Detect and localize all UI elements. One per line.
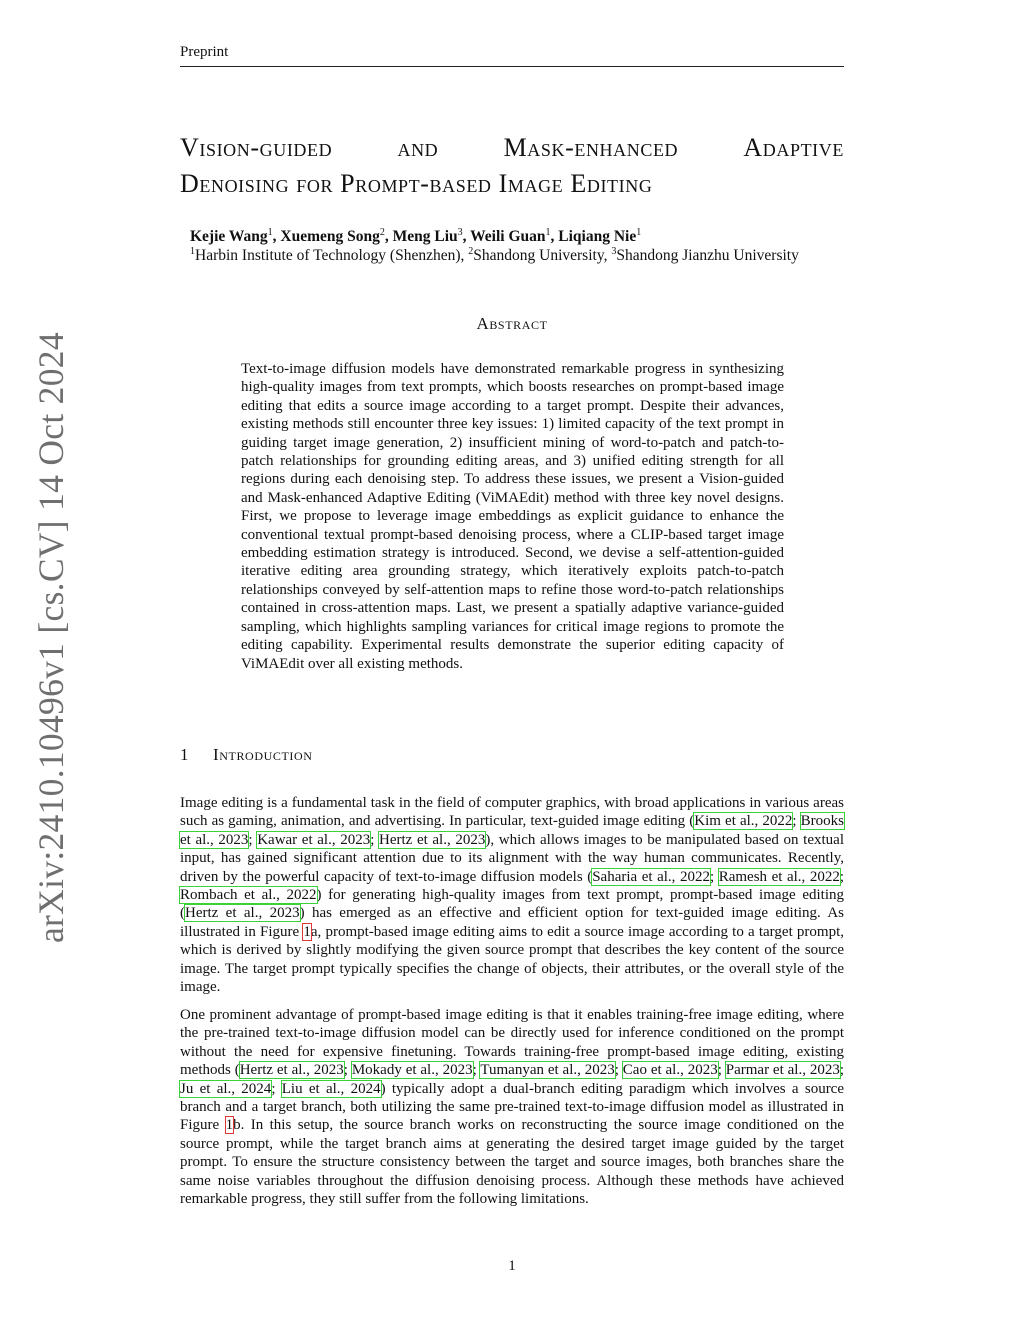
citation-link[interactable]: Ramesh et al., 2022 <box>718 868 840 885</box>
paragraph-text: One prominent advantage of prompt-based image editing is that it enables training-free image editing, where the pre-trained text-to-image diffusion model can be directly used for inference conditioned on the prompt without the need for expensive finetuning. Towards training-free prompt-based image editing, existing methods ( <box>180 1007 844 1079</box>
citation-link[interactable]: Saharia et al., 2022 <box>592 868 710 885</box>
affiliation-mark: 3 <box>611 246 617 257</box>
paragraph-text: Image editing is a fundamental task in the field of computer graphics, with broad applications in various areas such as gaming, animation, and advertising. In particular, text-guided image editing ( <box>180 795 844 830</box>
introduction-paragraph-2 <box>180 1006 844 1208</box>
citation-link[interactable]: Mokady et al., 2023 <box>351 1062 473 1079</box>
citation-link[interactable]: Liu et al., 2024 <box>281 1080 381 1097</box>
citation-separator: ; <box>271 1080 282 1097</box>
paragraph-text: ) for generating high-quality images from text prompt, prompt-based image editing ( <box>180 887 844 922</box>
citation-link[interactable]: Tumanyan et al., 2023 <box>480 1062 615 1079</box>
citation-separator: ; <box>614 1062 623 1079</box>
affiliation-name: Shandong Jianzhu University <box>616 247 799 265</box>
citation-separator: ; <box>839 868 844 885</box>
title-word: and <box>397 133 439 162</box>
citation-link[interactable]: Kim et al., 2022 <box>694 813 793 830</box>
section-heading-introduction <box>180 745 313 765</box>
header-rule <box>180 66 844 67</box>
title-word: Vision-guided <box>180 133 333 162</box>
author-name: Kejie Wang <box>190 228 268 246</box>
citation-link[interactable]: Parmar et al., 2023 <box>725 1062 840 1079</box>
affiliation-mark: 1 <box>190 246 195 257</box>
figure-reference-link[interactable]: 1 <box>225 1117 234 1134</box>
figure-reference-link[interactable]: 1 <box>303 923 311 940</box>
page-number: 1 <box>508 1258 516 1274</box>
affiliation-name: Shandong University <box>473 247 604 265</box>
citation-link[interactable]: Ju et al., 2024 <box>180 1080 272 1097</box>
author-affiliation-mark: 1 <box>545 227 551 238</box>
introduction-paragraph-1 <box>180 794 844 996</box>
citation-separator: ; <box>717 1062 726 1079</box>
running-header: Preprint <box>180 44 229 60</box>
title-word: Adaptive <box>743 133 844 162</box>
author-name: Liqiang Nie <box>558 228 637 246</box>
paragraph-text: b. In this setup, the source branch works on reconstructing the source image conditioned on the source prompt, while the target branch aims at generating the desired target image guided by the target prompt. To ensure the structure consistency between the target and source images, both branches share the same noise variables throughout the diffusion denoising process. Although these methods have achieved remarkable progress, they still suffer from the following limitations. <box>180 1117 844 1208</box>
citation-separator: ; <box>709 868 719 885</box>
author-affiliation-mark: 1 <box>636 227 642 238</box>
citation-link[interactable]: Hertz et al., 2023 <box>185 905 300 922</box>
citation-separator: ; <box>792 813 801 830</box>
affiliation-mark: 2 <box>468 246 474 257</box>
author-name: Meng Liu <box>392 228 458 246</box>
citation-separator: ; <box>472 1062 481 1079</box>
paragraph-text: ), which allows images to be manipulated based on textual input, has gained significant attention due to its alignment with the way human communicates. Recently, driven by the powerful capacity of text-to-image diffusion models ( <box>180 831 844 885</box>
author-affiliation-mark: 3 <box>457 227 463 238</box>
citation-link[interactable]: Brooks et al., 2023 <box>180 813 844 848</box>
citation-link[interactable]: Kawar et al., 2023 <box>257 831 371 848</box>
citation-separator: ; <box>839 1062 844 1079</box>
abstract-heading: Abstract <box>476 314 548 333</box>
title-word: Mask-enhanced <box>503 133 679 162</box>
author-list: Kejie Wang$^1$, Xuemeng Song$^2$, Meng Liu$^3$, Weili Guan$^1$, Liqiang Nie$^1$ <box>190 227 642 246</box>
citation-separator: ; <box>343 1062 352 1079</box>
author-name: Xuemeng Song <box>280 228 380 246</box>
citation-link[interactable]: Cao et al., 2023 <box>622 1062 718 1079</box>
affiliation-name: Harbin Institute of Technology (Shenzhen) <box>195 247 461 265</box>
paragraph-text: a, prompt-based image editing aims to edit a source image according to a target prompt, which is derived by slightly modifying the given source prompt that describes the key content of the source image. The target prompt typically specifies the change of objects, their attributes, or the overall style of the image. <box>180 923 844 996</box>
citation-separator: ; <box>248 831 258 848</box>
abstract-text: Text-to-image diffusion models have demonstrated remarkable progress in synthesizing high-quality images from text prompts, which boosts researches on prompt-based image editing that edits a source image according to a target prompt. Despite their advances, existing methods still encounter three key issues: 1) limited capacity of the text prompt in guiding target image generation, 2) insufficient mining of word-to-patch and patch-to-patch relationships for grounding editing areas, and 3) unified editing strength for all regions during each denoising step. To address these issues, we present a Vision-guided and Mask-enhanced Adaptive Editing (ViMAEdit) method with three key novel designs. First, we propose to leverage image embeddings as explicit guidance to enhance the conventional textual prompt-based denoising process, where a CLIP-based target image embedding estimation strategy is introduced. Second, we devise a self-attention-guided iterative editing area grounding strategy, which iteratively exploits patch-to-patch relationships conveyed by self-attention maps to refine those word-to-patch relationships contained in cross-attention maps. Last, we present a spatially adaptive variance-guided sampling, which highlights sampling variances for critical image regions to promote the editing capability. Experimental results demonstrate the superior editing capacity of ViMAEdit over all existing methods. <box>241 361 784 672</box>
citation-link[interactable]: Rombach et al., 2022 <box>180 887 317 904</box>
author-name: Weili Guan <box>470 228 546 246</box>
author-affiliation-mark: 2 <box>379 227 385 238</box>
paragraph-text: ) typically adopt a dual-branch editing paradigm which involves a source branch and a target branch, both utilizing the same pre-trained text-to-image diffusion model as illustrated in Figure <box>180 1080 845 1134</box>
affiliation-list: $^1$Harbin Institute of Technology (Shenzhen), $^2$Shandong University, $^3$Shandong Jianzhu University <box>190 246 799 265</box>
title-line-2: Denoising for Prompt-based Image Editing <box>180 169 653 198</box>
citation-separator: ; <box>370 831 380 848</box>
citation-link[interactable]: Hertz et al., 2023 <box>379 831 486 848</box>
arxiv-identifier-stamp: arXiv:2410.10496v1 [cs.CV] 14 Oct 2024 <box>31 332 71 943</box>
paper-title <box>180 130 844 202</box>
author-affiliation-mark: 1 <box>267 227 273 238</box>
section-title: Introduction <box>213 745 313 764</box>
paragraph-text: ) has emerged as an effective and efficient option for text-guided image editing. As illustrated in Figure <box>180 905 844 940</box>
citation-link[interactable]: Hertz et al., 2023 <box>239 1062 344 1079</box>
section-number: 1 <box>180 745 189 764</box>
